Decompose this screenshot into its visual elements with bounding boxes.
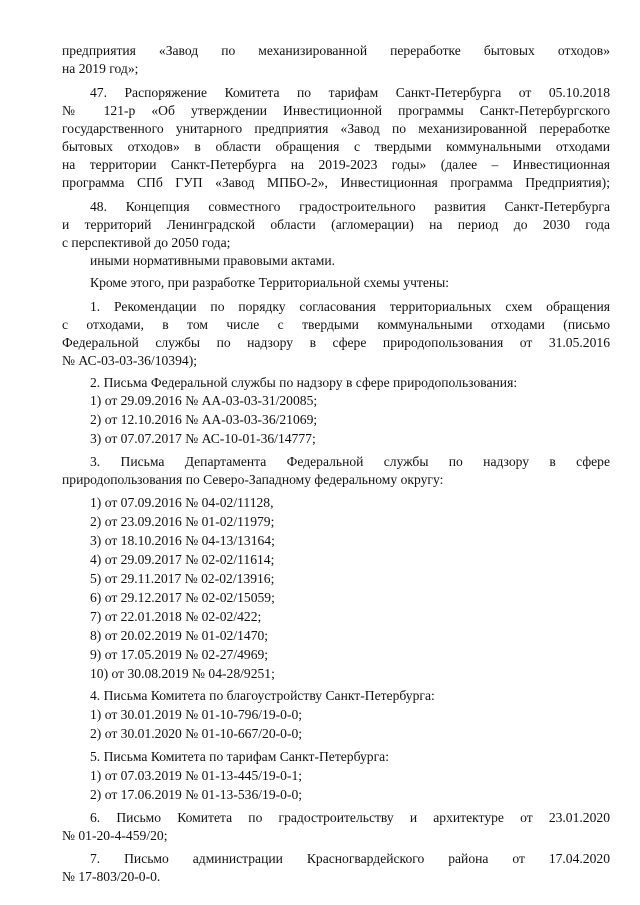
- list-subitem: 5) от 29.11.2017 № 02-02/13916;: [90, 571, 275, 586]
- text-line: Федеральной службы по надзору в сфере природопользования от 31.05.2016: [62, 335, 610, 350]
- text-line: природопользования по Северо-Западному федеральному округу:: [62, 472, 444, 487]
- text-line: предприятия «Завод по механизированной переработке бытовых отходов»: [62, 43, 610, 58]
- list-item-1: 1. Рекомендации по порядку согласования территориальных схем обращения: [90, 299, 610, 314]
- list-item-6: 6. Письмо Комитета по градостроительству и архитектуре от 23.01.2020: [90, 810, 610, 825]
- text-line: программа СПб ГУП «Завод МПБО-2», Инвестиционная программа Предприятия);: [62, 175, 610, 190]
- list-subitem: 1) от 07.03.2019 № 01-13-445/19-0-1;: [90, 768, 303, 783]
- item-47-heading: 47. Распоряжение Комитета по тарифам Санкт-Петербурга от 05.10.2018: [90, 85, 610, 100]
- list-item-2: 2. Письма Федеральной службы по надзору в сфере природопользования:: [90, 375, 518, 390]
- text-line: бытовых отходов» в области обращения с твердыми коммунальными отходами: [62, 139, 610, 154]
- list-subitem: 4) от 29.09.2017 № 02-02/11614;: [90, 552, 275, 567]
- list-subitem: 7) от 22.01.2018 № 02-02/422;: [90, 609, 262, 624]
- list-item-5: 5. Письма Комитета по тарифам Санкт-Петербурга:: [90, 749, 389, 764]
- text-line: на территории Санкт-Петербурга на 2019-2023 годы» (далее – Инвестиционная: [62, 157, 610, 172]
- list-subitem: 1) от 30.01.2019 № 01-10-796/19-0-0;: [90, 707, 303, 722]
- list-item-7: 7. Письмо администрации Красногвардейского района от 17.04.2020: [90, 851, 610, 866]
- list-item-3: 3. Письма Департамента Федеральной службы по надзору в сфере: [90, 454, 610, 469]
- text-line: на 2019 год»;: [62, 61, 139, 76]
- list-subitem: 9) от 17.05.2019 № 02-27/4969;: [90, 647, 269, 662]
- list-subitem: 6) от 29.12.2017 № 02-02/15059;: [90, 590, 275, 605]
- list-item-4: 4. Письма Комитета по благоустройству Санкт-Петербурга:: [90, 688, 435, 703]
- text-line: государственного унитарного предприятия «Завод по механизированной переработке: [62, 121, 610, 136]
- text-line: № АС-03-03-36/10394);: [62, 353, 198, 368]
- text-line: с отходами, в том числе с твердыми коммунальными отходами (письмо: [62, 317, 610, 332]
- text-line: и территорий Ленинградской области (агломерации) на период до 2030 года: [62, 217, 610, 232]
- item-48-heading: 48. Концепция совместного градостроительного развития Санкт-Петербурга: [90, 199, 610, 214]
- list-subitem: 2) от 30.01.2020 № 01-10-667/20-0-0;: [90, 726, 303, 741]
- list-subitem: 2) от 23.09.2016 № 01-02/11979;: [90, 514, 275, 529]
- list-subitem: 1) от 07.09.2016 № 04-02/11128,: [90, 495, 274, 510]
- list-subitem: 2) от 12.10.2016 № АА-03-03-36/21069;: [90, 412, 318, 427]
- list-subitem: 2) от 17.06.2019 № 01-13-536/19-0-0;: [90, 787, 303, 802]
- text-line: иными нормативными правовыми актами.: [90, 253, 336, 268]
- list-subitem: 1) от 29.09.2016 № АА-03-03-31/20085;: [90, 393, 318, 408]
- text-line: № 121-р «Об утверждении Инвестиционной программы Санкт-Петербургского: [62, 103, 610, 118]
- text-line: с перспективой до 2050 года;: [62, 235, 231, 250]
- text-line: № 01-20-4-459/20;: [62, 828, 168, 843]
- text-line: № 17-803/20-0-0.: [62, 869, 161, 884]
- list-subitem: 10) от 30.08.2019 № 04-28/9251;: [90, 666, 275, 681]
- list-subitem: 3) от 07.07.2017 № АС-10-01-36/14777;: [90, 431, 316, 446]
- list-subitem: 8) от 20.02.2019 № 01-02/1470;: [90, 628, 269, 643]
- section-intro: Кроме этого, при разработке Территориальной схемы учтены:: [90, 275, 450, 290]
- list-subitem: 3) от 18.10.2016 № 04-13/13164;: [90, 533, 275, 548]
